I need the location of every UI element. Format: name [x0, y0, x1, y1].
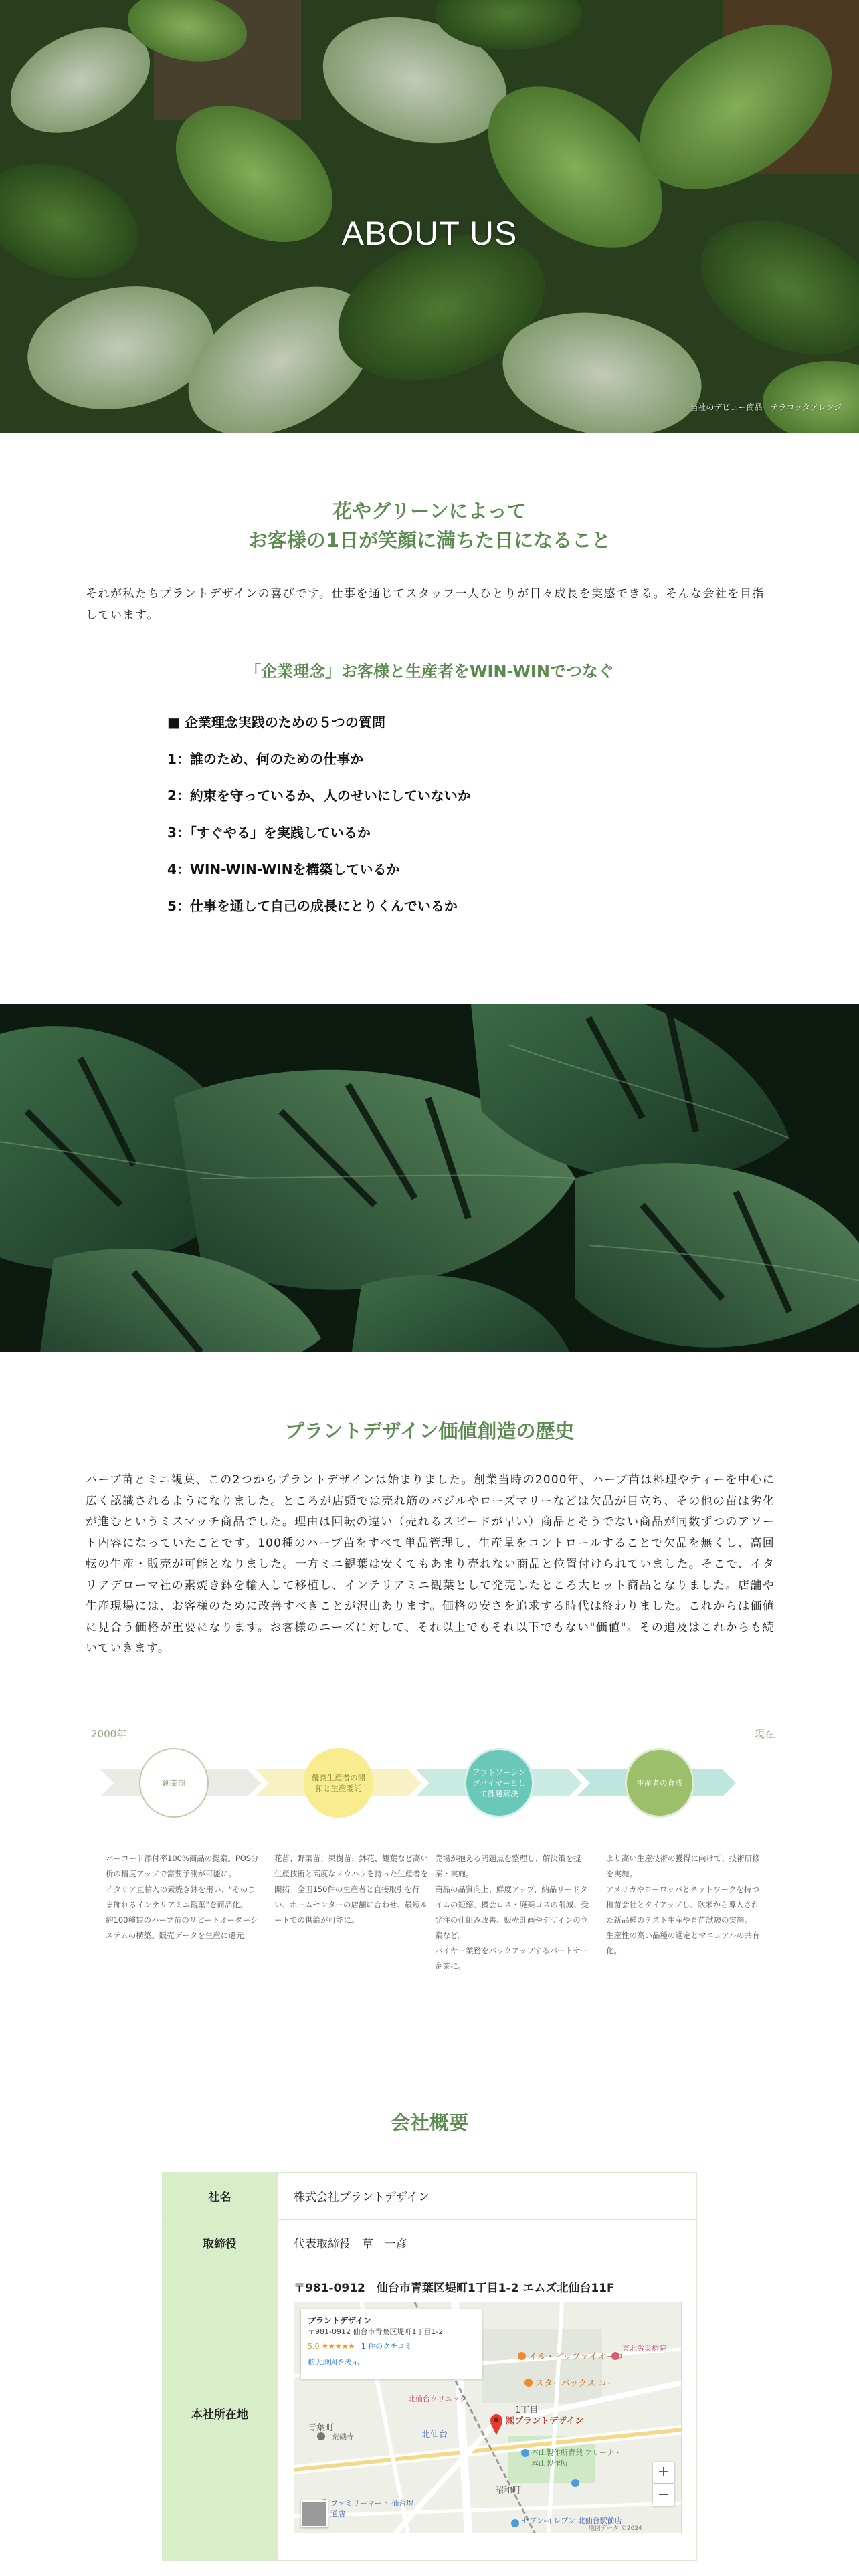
company-key: 取締役: [163, 2220, 278, 2266]
map-label-area: 1丁目: [515, 2405, 539, 2416]
philosophy-item: 1：誰のため、何のための仕事か: [167, 751, 364, 767]
company-key: 本社所在地: [163, 2266, 278, 2561]
map-label-area: 昭和町: [495, 2486, 522, 2496]
table-row: [163, 2220, 697, 2266]
timeline-stage-label: 優良生産者の開拓と生産委託: [311, 1773, 366, 1793]
map-label-temple: 荒磯寺: [332, 2432, 354, 2441]
map-label-station: 北仙台: [421, 2430, 448, 2440]
intro-heading: [0, 496, 859, 555]
company-value: 株式会社プラントデザイン: [278, 2173, 697, 2220]
intro-body: それが私たちプラントデザインの喜びです。仕事を通じてスタッフ一人ひとりが日々成長を実感できる。そんな会社を目指しています。: [86, 587, 765, 622]
map-label-park: 本山製作所青葉 アリーナ・本山製作所: [531, 2448, 622, 2468]
google-map[interactable]: [294, 2302, 682, 2533]
company-address: 〒981-0912 仙台市青葉区堤町1丁目1-2 エムズ北仙台11F: [294, 2282, 615, 2295]
monstera-banner: [0, 1004, 859, 1352]
map-label-pin: ㈱プラントデザイン: [506, 2416, 584, 2426]
hero-section: [0, 0, 859, 433]
philosophy-item: 4：WIN-WIN-WINを構築しているか: [167, 861, 400, 877]
table-row: [163, 2266, 697, 2561]
monstera-leaves-image: [0, 1004, 859, 1352]
intro-heading-line1: 花やグリーンによって: [332, 500, 527, 522]
map-card-title: プラントデザイン: [308, 2316, 372, 2325]
timeline-stage-founding: [139, 1748, 209, 1818]
map-credit: 地図データ ©2024: [589, 2525, 642, 2532]
timeline-stage-grower-training: [625, 1748, 694, 1818]
philosophy-item: 2：約束を守っているか、人のせいにしていないか: [167, 788, 471, 804]
timeline-stage-text: 花苗、野菜苗、果樹苗、鉢花、観葉など高い生産技術と高度なノウハウを持った生産者を開拓。全国150件の生産者と直接取引を行い、ホームセンターの店舗に合わせ、最短ルートでの供給が可能に。: [274, 1854, 428, 1925]
timeline-stage-label: 生産者の育成: [636, 1778, 683, 1788]
philosophy-item: ■ 企業理念実践のための５つの質問: [167, 714, 385, 730]
timeline-end-label: 現在: [754, 1728, 775, 1740]
history-timeline: [86, 1727, 775, 2008]
map-label-area: 青葉町: [308, 2423, 335, 2433]
company-address-cell: [278, 2266, 697, 2561]
map-label-store: セブン-イレブン 北仙台駅前店: [522, 2516, 622, 2525]
map-type-toggle-button[interactable]: [301, 2500, 328, 2527]
map-card-reviews[interactable]: 1 件のクチコミ: [361, 2342, 412, 2351]
philosophy-item: 3：「すぐやる」を実践しているか: [167, 825, 371, 841]
company-key: 社名: [163, 2173, 278, 2220]
map-label-shop: スターバックス コー: [535, 2379, 616, 2389]
map-card-rating: 5.0 ★★★★★: [308, 2342, 355, 2351]
timeline-stage-producers: [304, 1748, 373, 1818]
history-heading: プラントデザイン価値創造の歴史: [284, 1420, 575, 1442]
timeline-stage-label: 創業期: [162, 1778, 186, 1788]
timeline-stage-text: 売場が抱える問題点を整理し、解決策を提案・実施。 商品の品質向上、鮮度アップ、納品リードタイムの短縮、機会ロス・廃棄ロスの削減、受発注の仕組み改善、販売計画やデザインの立案など。 バイヤー業務をバックアップするパートナー企業に。: [435, 1854, 589, 1971]
map-zoom-out-button[interactable]: −: [653, 2484, 674, 2506]
timeline-stage-text: バーコード添付率100%商品の提案。POS分析の精度アップで需要予測が可能に。 イタリア直輸入の素焼き鉢を用い、"そのまま飾れるインテリアミニ観葉"を商品化。 約100種類のハーブ苗のリピートオーダーシステムの構築。販売データを生産に還元。: [106, 1854, 259, 1940]
table-row: [163, 2173, 697, 2220]
timeline-stage-outsourcing: [464, 1748, 534, 1818]
timeline-stage-text: より高い生産技術の獲得に向けて、技術研修を実施。 アメリカやヨーロッパとネットワークを持つ種苗会社とタイアップし、欧米から導入された新品種のテスト生産や育苗試験の実施。 生産性の高い品種の選定とマニュアルの共有化。: [606, 1854, 760, 1955]
map-card-link[interactable]: 拡大地図を表示: [308, 2358, 359, 2367]
company-value: 代表取締役 草 一彦: [278, 2220, 697, 2266]
philosophy-heading: 「企業理念」お客様と生産者をWIN-WINでつなぐ: [245, 662, 614, 681]
timeline-stage-label: アウトソーシングバイヤーとして課題解決: [472, 1767, 526, 1798]
map-label-shop: イル・ピッツァイオーロ: [529, 2352, 624, 2362]
map-label-hospital: 東北労災病院: [622, 2344, 666, 2353]
timeline-start-label: 2000年: [91, 1728, 127, 1740]
map-info-card: [301, 2309, 482, 2379]
company-heading: 会社概要: [390, 2111, 468, 2134]
map-label-clinic: 北仙台クリニック: [408, 2395, 467, 2403]
hero-caption: 当社のデビュー商品 テラコッタアレンジ: [690, 403, 842, 412]
history-body: ハーブ苗とミニ観葉、この2つからプラントデザインは始まりました。創業当時の2000年、ハーブ苗は料理やティーを中心に広く認識されるようになりました。ところが店頭では売れ筋のバジルやローズマリーなどは欠品が目立ち、その他の苗は劣化が進むというミスマッチ商品でした。理由は回転の違い（売れるスピードが早い）商品とそうでない商品が同数ずつのアソート内容になっていたことです。100種のハーブ苗をすべて単品管理し、生産量をコントロールすることで欠品を無くし、高回転の生産・販売が可能となりました。一方ミニ観葉は安くてもあまり売れない商品と位置付けられていました。そこで、イタリアデローマ社の素焼き鉢を輸入して移植し、インテリアミニ観葉として発売したところ大ヒット商品となりました。店舗や生産現場には、お客様のために改善すべきことが沢山あります。価格の安さを追求する時代は終わりました。これからは価値に見合う価格が重要になります。お客様のニーズに対して、それ以上でもそれ以下でもない"価値"。その追及はこれからも続いていきます。: [86, 1473, 775, 1655]
intro-heading-line2: お客様の1日が笑顔に満ちた日になること: [248, 529, 611, 552]
philosophy-list: [167, 708, 702, 928]
page-title: ABOUT US: [341, 215, 518, 252]
map-label-store: ファミリーマート 仙台堤通店: [330, 2499, 414, 2518]
company-table: [162, 2172, 697, 2561]
map-zoom-in-button[interactable]: +: [653, 2462, 674, 2483]
philosophy-item: 5：仕事を通して自己の成長にとりくんでいるか: [167, 898, 458, 914]
map-card-address: 〒981-0912 仙台市青葉区堤町1丁目1-2: [308, 2327, 444, 2336]
